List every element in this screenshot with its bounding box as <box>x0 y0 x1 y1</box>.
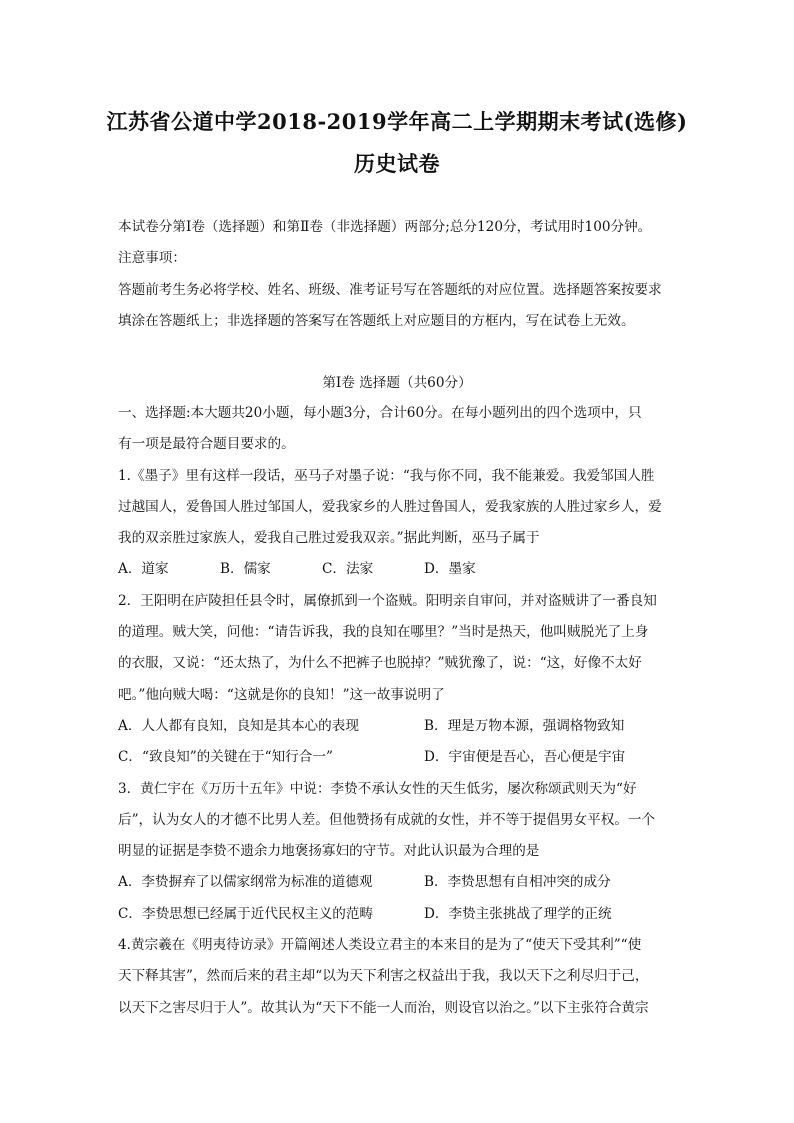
question-1-options <box>118 554 680 585</box>
section-instructions: 一、选择题:本大题共20小题，每小题3分，合计60分。在每小题列出的四个选项中，只 <box>118 405 642 421</box>
question-4-text: 4.黄宗羲在《明夷待访录》开篇阐述人类设立君主的本来目的是为了“使天下受其利”“使 <box>118 937 642 954</box>
question-2-options <box>118 742 680 773</box>
instructions-line: 填涂在答题纸上；非选择题的答案写在答题纸上对应题目的方框内，写在试卷上无效。 <box>118 312 635 329</box>
question-3-text: 后”，认为女人的才德不比男人差。但他赞扬有成就的女性，并不等于提倡男女平权。一个 <box>118 811 656 828</box>
option-c: C．李贽思想已经属于近代民权主义的范畴 <box>118 905 374 922</box>
option-c: C．法家 <box>322 561 374 578</box>
exam-instructions <box>118 212 680 337</box>
question-2-text: 吧。”他向贼大喝：“这就是你的良知！”这一故事说明了 <box>118 686 445 703</box>
instructions-line: 答题前考生务必将学校、姓名、班级、准考证号写在答题纸的对应位置。选择题答案按要求 <box>118 281 662 298</box>
option-b: B．李贽思想有自相冲突的成分 <box>424 874 611 891</box>
option-d: D．墨家 <box>424 561 476 578</box>
question-2-options <box>118 711 680 742</box>
option-a: A．人人都有良知，良知是其本心的表现 <box>118 717 359 734</box>
question-1-text: 1.《墨子》里有这样一段话，巫马子对墨子说：“我与你不同，我不能兼爱。我爱邹国人胜 <box>118 467 655 484</box>
question-2-text: 的衣服，又说：“还太热了，为什么不把裤子也脱掉？”贼犹豫了，说：“这，好像不太好 <box>118 655 642 672</box>
option-c: C．“致良知”的关键在于“知行合一” <box>118 749 333 766</box>
question-list <box>118 398 680 1024</box>
question-3-options <box>118 899 680 930</box>
option-b: B．理是万物本源，强调格物致知 <box>424 717 625 734</box>
question-2-text: 的道理。贼大笑，问他：“请告诉我，我的良知在哪里？”当时是热天，他叫贼脱光了上身 <box>118 624 649 641</box>
question-1-text: 我的双亲胜过家族人，爱我自己胜过爱我双亲。”据此判断，巫马子属于 <box>118 530 540 547</box>
section-title: 第Ⅰ卷 选择题（共60分） <box>322 375 472 391</box>
question-1-text: 过越国人，爱鲁国人胜过邹国人，爱我家乡的人胜过鲁国人，爱我家族的人胜过家乡人，爱 <box>118 498 662 515</box>
instructions-line: 注意事项： <box>118 250 186 267</box>
question-4-text: 以天下之害尽归于人”。故其认为“天下不能一人而治，则设官以治之。”以下主张符合黄宗 <box>118 999 649 1016</box>
option-d: D．李贽主张挑战了理学的正统 <box>424 905 612 922</box>
option-b: B．儒家 <box>220 561 271 578</box>
option-a: A．李贽摒弃了以儒家纲常为标准的道德观 <box>118 874 373 891</box>
option-d: D．宇宙便是吾心，吾心便是宇宙 <box>424 749 626 766</box>
exam-title: 江苏省公道中学2018-2019学年高二上学期期末考试(选修) <box>106 109 688 134</box>
exam-subtitle: 历史试卷 <box>354 151 440 176</box>
question-3-options <box>118 867 680 898</box>
question-4-text: 天下释其害”，然而后来的君主却“以为天下利害之权益出于我，我以天下之利尽归于己， <box>118 968 649 985</box>
question-2-text: 2．王阳明在庐陵担任县令时，属僚抓到一个盗贼。阳明亲自审问，并对盗贼讲了一番良知 <box>118 592 657 609</box>
instructions-line: 本试卷分第Ⅰ卷（选择题）和第Ⅱ卷（非选择题）两部分;总分120分，考试用时100分钟。 <box>118 219 652 235</box>
section-instructions: 有一项是最符合题目要求的。 <box>118 436 295 453</box>
question-3-text: 明显的证据是李贽不遗余力地褒扬寡妇的守节。对此认识最为合理的是 <box>118 843 540 860</box>
question-3-text: 3．黄仁宇在《万历十五年》中说：李贽不承认女性的天生低劣，屡次称颂武则天为“好 <box>118 780 637 797</box>
option-a: A．道家 <box>118 561 169 578</box>
